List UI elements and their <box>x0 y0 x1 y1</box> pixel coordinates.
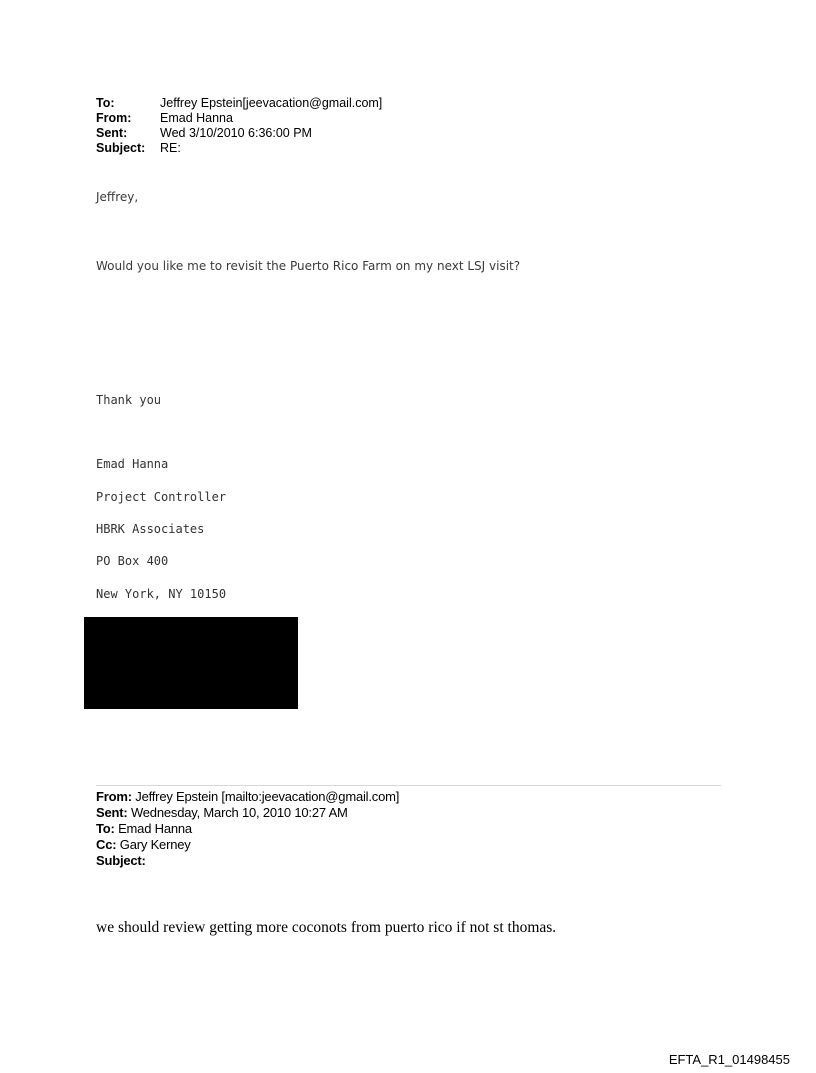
signature-name: Emad Hanna <box>96 457 169 471</box>
subject-label: Subject: <box>96 141 146 155</box>
quoted-to-label: To: <box>96 821 115 836</box>
quoted-header <box>96 789 399 869</box>
reply-closing: Thank you <box>96 393 162 407</box>
email-header <box>96 96 382 156</box>
quoted-cc-label: Cc: <box>96 837 117 852</box>
quoted-cc-value: Gary Kerney <box>119 837 191 852</box>
subject-value: RE: <box>160 141 181 155</box>
quoted-from-value: Jeffrey Epstein [mailto:jeevacation@gmail.com] <box>135 789 400 804</box>
from-label: From: <box>96 111 132 125</box>
reply-greeting: Jeffrey, <box>96 190 139 204</box>
quoted-to-value: Emad Hanna <box>118 821 192 836</box>
quoted-divider <box>96 785 721 786</box>
quoted-from-label: From: <box>96 789 132 804</box>
quoted-message: we should review getting more coconots from puerto rico if not st thomas. <box>96 919 557 936</box>
quoted-cc-row <box>96 837 399 853</box>
from-row <box>96 111 382 126</box>
to-value: Jeffrey Epstein[jeevacation@gmail.com] <box>160 96 383 110</box>
signature-address-line2: New York, NY 10150 <box>96 587 227 601</box>
to-label: To: <box>96 96 115 110</box>
sent-value: Wed 3/10/2010 6:36:00 PM <box>160 126 312 140</box>
quoted-sent-label: Sent: <box>96 805 128 820</box>
quoted-sent-value: Wednesday, March 10, 2010 10:27 AM <box>130 805 348 820</box>
reply-message: Would you like me to revisit the Puerto Rico Farm on my next LSJ visit? <box>96 259 521 273</box>
subject-row <box>96 141 382 156</box>
quoted-from-row <box>96 789 399 805</box>
sent-label: Sent: <box>96 126 128 140</box>
quoted-subject-label: Subject: <box>96 853 146 868</box>
from-value: Emad Hanna <box>160 111 233 125</box>
signature-company: HBRK Associates <box>96 522 205 536</box>
to-row <box>96 96 382 111</box>
quoted-to-row <box>96 821 399 837</box>
quoted-subject-row <box>96 853 399 869</box>
document-id: EFTA_R1_01498455 <box>668 1052 790 1067</box>
sent-row <box>96 126 382 141</box>
signature-address-line1: PO Box 400 <box>96 554 169 568</box>
quoted-sent-row <box>96 805 399 821</box>
signature-title: Project Controller <box>96 490 227 504</box>
redaction-box <box>84 617 298 709</box>
